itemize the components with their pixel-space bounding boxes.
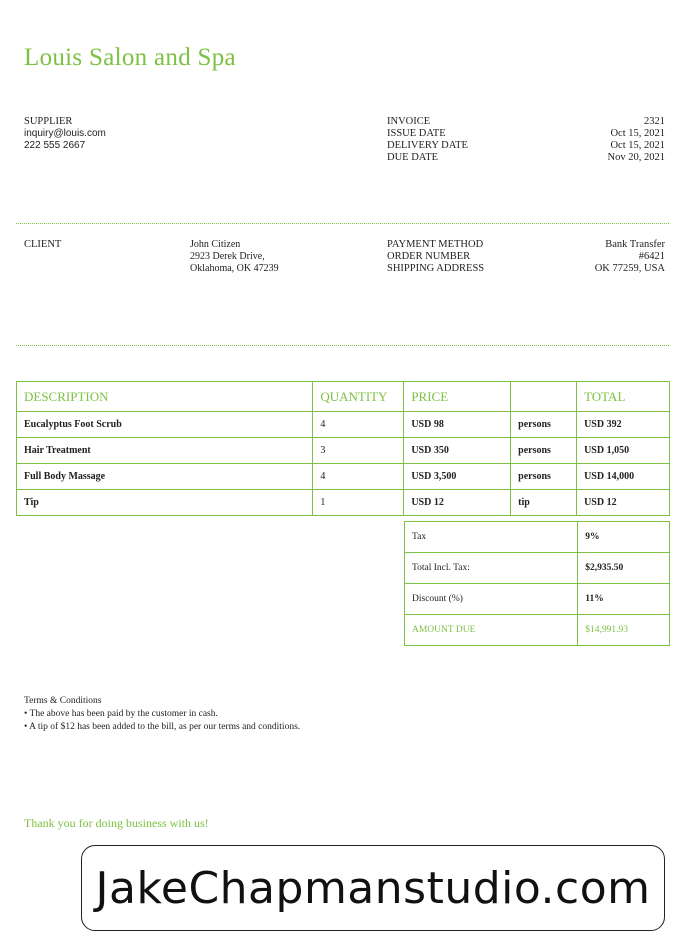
item-unit: persons: [511, 464, 577, 490]
items-table: [16, 381, 670, 516]
total-incl-tax-value: $2,935.50: [578, 553, 670, 584]
item-price: USD 350: [404, 438, 511, 464]
issue-date-value: Oct 15, 2021: [610, 128, 665, 139]
due-date-row: [387, 152, 665, 164]
client-label: CLIENT: [24, 239, 62, 250]
discount-value: 11%: [578, 584, 670, 615]
item-description: Eucalyptus Foot Scrub: [17, 412, 313, 438]
discount-row: [405, 584, 670, 615]
due-date-label: DUE DATE: [387, 152, 439, 163]
invoice-meta: [387, 116, 665, 164]
item-price: USD 12: [404, 490, 511, 516]
due-date-value: Nov 20, 2021: [607, 152, 665, 163]
table-row: [17, 438, 670, 464]
shipping-address-row: [387, 263, 665, 275]
item-quantity: 4: [313, 412, 404, 438]
order-number-value: #6421: [638, 251, 665, 262]
terms-title: Terms & Conditions: [24, 696, 102, 706]
tax-label: Tax: [405, 522, 578, 553]
item-price: USD 98: [404, 412, 511, 438]
item-total: USD 1,050: [577, 438, 670, 464]
table-row: [17, 412, 670, 438]
shipping-address-label: SHIPPING ADDRESS: [387, 263, 485, 274]
client-address: [190, 239, 279, 275]
supplier-label: SUPPLIER: [24, 116, 73, 127]
payment-method-label: PAYMENT METHOD: [387, 239, 484, 250]
table-row: [17, 464, 670, 490]
payment-method-row: [387, 239, 665, 251]
tax-value: 9%: [578, 522, 670, 553]
client-name: John Citizen: [190, 239, 241, 250]
item-price: USD 3,500: [404, 464, 511, 490]
header-unit: [511, 382, 577, 412]
invoice-label: INVOICE: [387, 116, 431, 127]
watermark-banner: JakeChapmanstudio.com: [81, 845, 665, 931]
amount-due-label: AMOUNT DUE: [405, 615, 578, 646]
header-quantity: QUANTITY: [313, 382, 404, 412]
item-description: Tip: [17, 490, 313, 516]
order-number-row: [387, 251, 665, 263]
issue-date-label: ISSUE DATE: [387, 128, 446, 139]
divider: [16, 223, 669, 224]
amount-due-value: $14,991.93: [578, 615, 670, 646]
total-incl-tax-label: Total Incl. Tax:: [405, 553, 578, 584]
item-unit: persons: [511, 412, 577, 438]
client-address-line1: 2923 Derek Drive,: [190, 251, 265, 262]
page-title: Louis Salon and Spa: [24, 44, 236, 71]
item-quantity: 1: [313, 490, 404, 516]
item-total: USD 14,000: [577, 464, 670, 490]
header-price: PRICE: [404, 382, 511, 412]
item-quantity: 3: [313, 438, 404, 464]
order-number-label: ORDER NUMBER: [387, 251, 471, 262]
invoice-value: 2321: [644, 116, 665, 127]
table-row: [17, 490, 670, 516]
item-total: USD 392: [577, 412, 670, 438]
item-unit: persons: [511, 438, 577, 464]
discount-label: Discount (%): [405, 584, 578, 615]
totals-table: [404, 521, 670, 646]
tax-row: [405, 522, 670, 553]
item-quantity: 4: [313, 464, 404, 490]
delivery-date-value: Oct 15, 2021: [610, 140, 665, 151]
item-unit: tip: [511, 490, 577, 516]
terms-item: • A tip of $12 has been added to the bill, as per our terms and conditions.: [24, 722, 301, 732]
invoice-number-row: [387, 116, 665, 128]
header-description: DESCRIPTION: [17, 382, 313, 412]
supplier-block: [24, 116, 106, 152]
item-total: USD 12: [577, 490, 670, 516]
supplier-phone: 222 555 2667: [24, 140, 86, 151]
divider: [16, 345, 669, 346]
payment-method-value: Bank Transfer: [605, 239, 665, 250]
terms-item: • The above has been paid by the customer in cash.: [24, 709, 218, 719]
delivery-date-label: DELIVERY DATE: [387, 140, 468, 151]
header-total: TOTAL: [577, 382, 670, 412]
supplier-email: inquiry@louis.com: [24, 128, 106, 139]
terms-section: [24, 695, 300, 734]
total-incl-tax-row: [405, 553, 670, 584]
client-address-line2: Oklahoma, OK 47239: [190, 263, 279, 274]
payment-meta: [387, 239, 665, 275]
amount-due-row: [405, 615, 670, 646]
item-description: Full Body Massage: [17, 464, 313, 490]
table-header-row: [17, 382, 670, 412]
delivery-date-row: [387, 140, 665, 152]
issue-date-row: [387, 128, 665, 140]
item-description: Hair Treatment: [17, 438, 313, 464]
shipping-address-value: OK 77259, USA: [594, 263, 665, 274]
thank-you-message: Thank you for doing business with us!: [24, 816, 209, 830]
